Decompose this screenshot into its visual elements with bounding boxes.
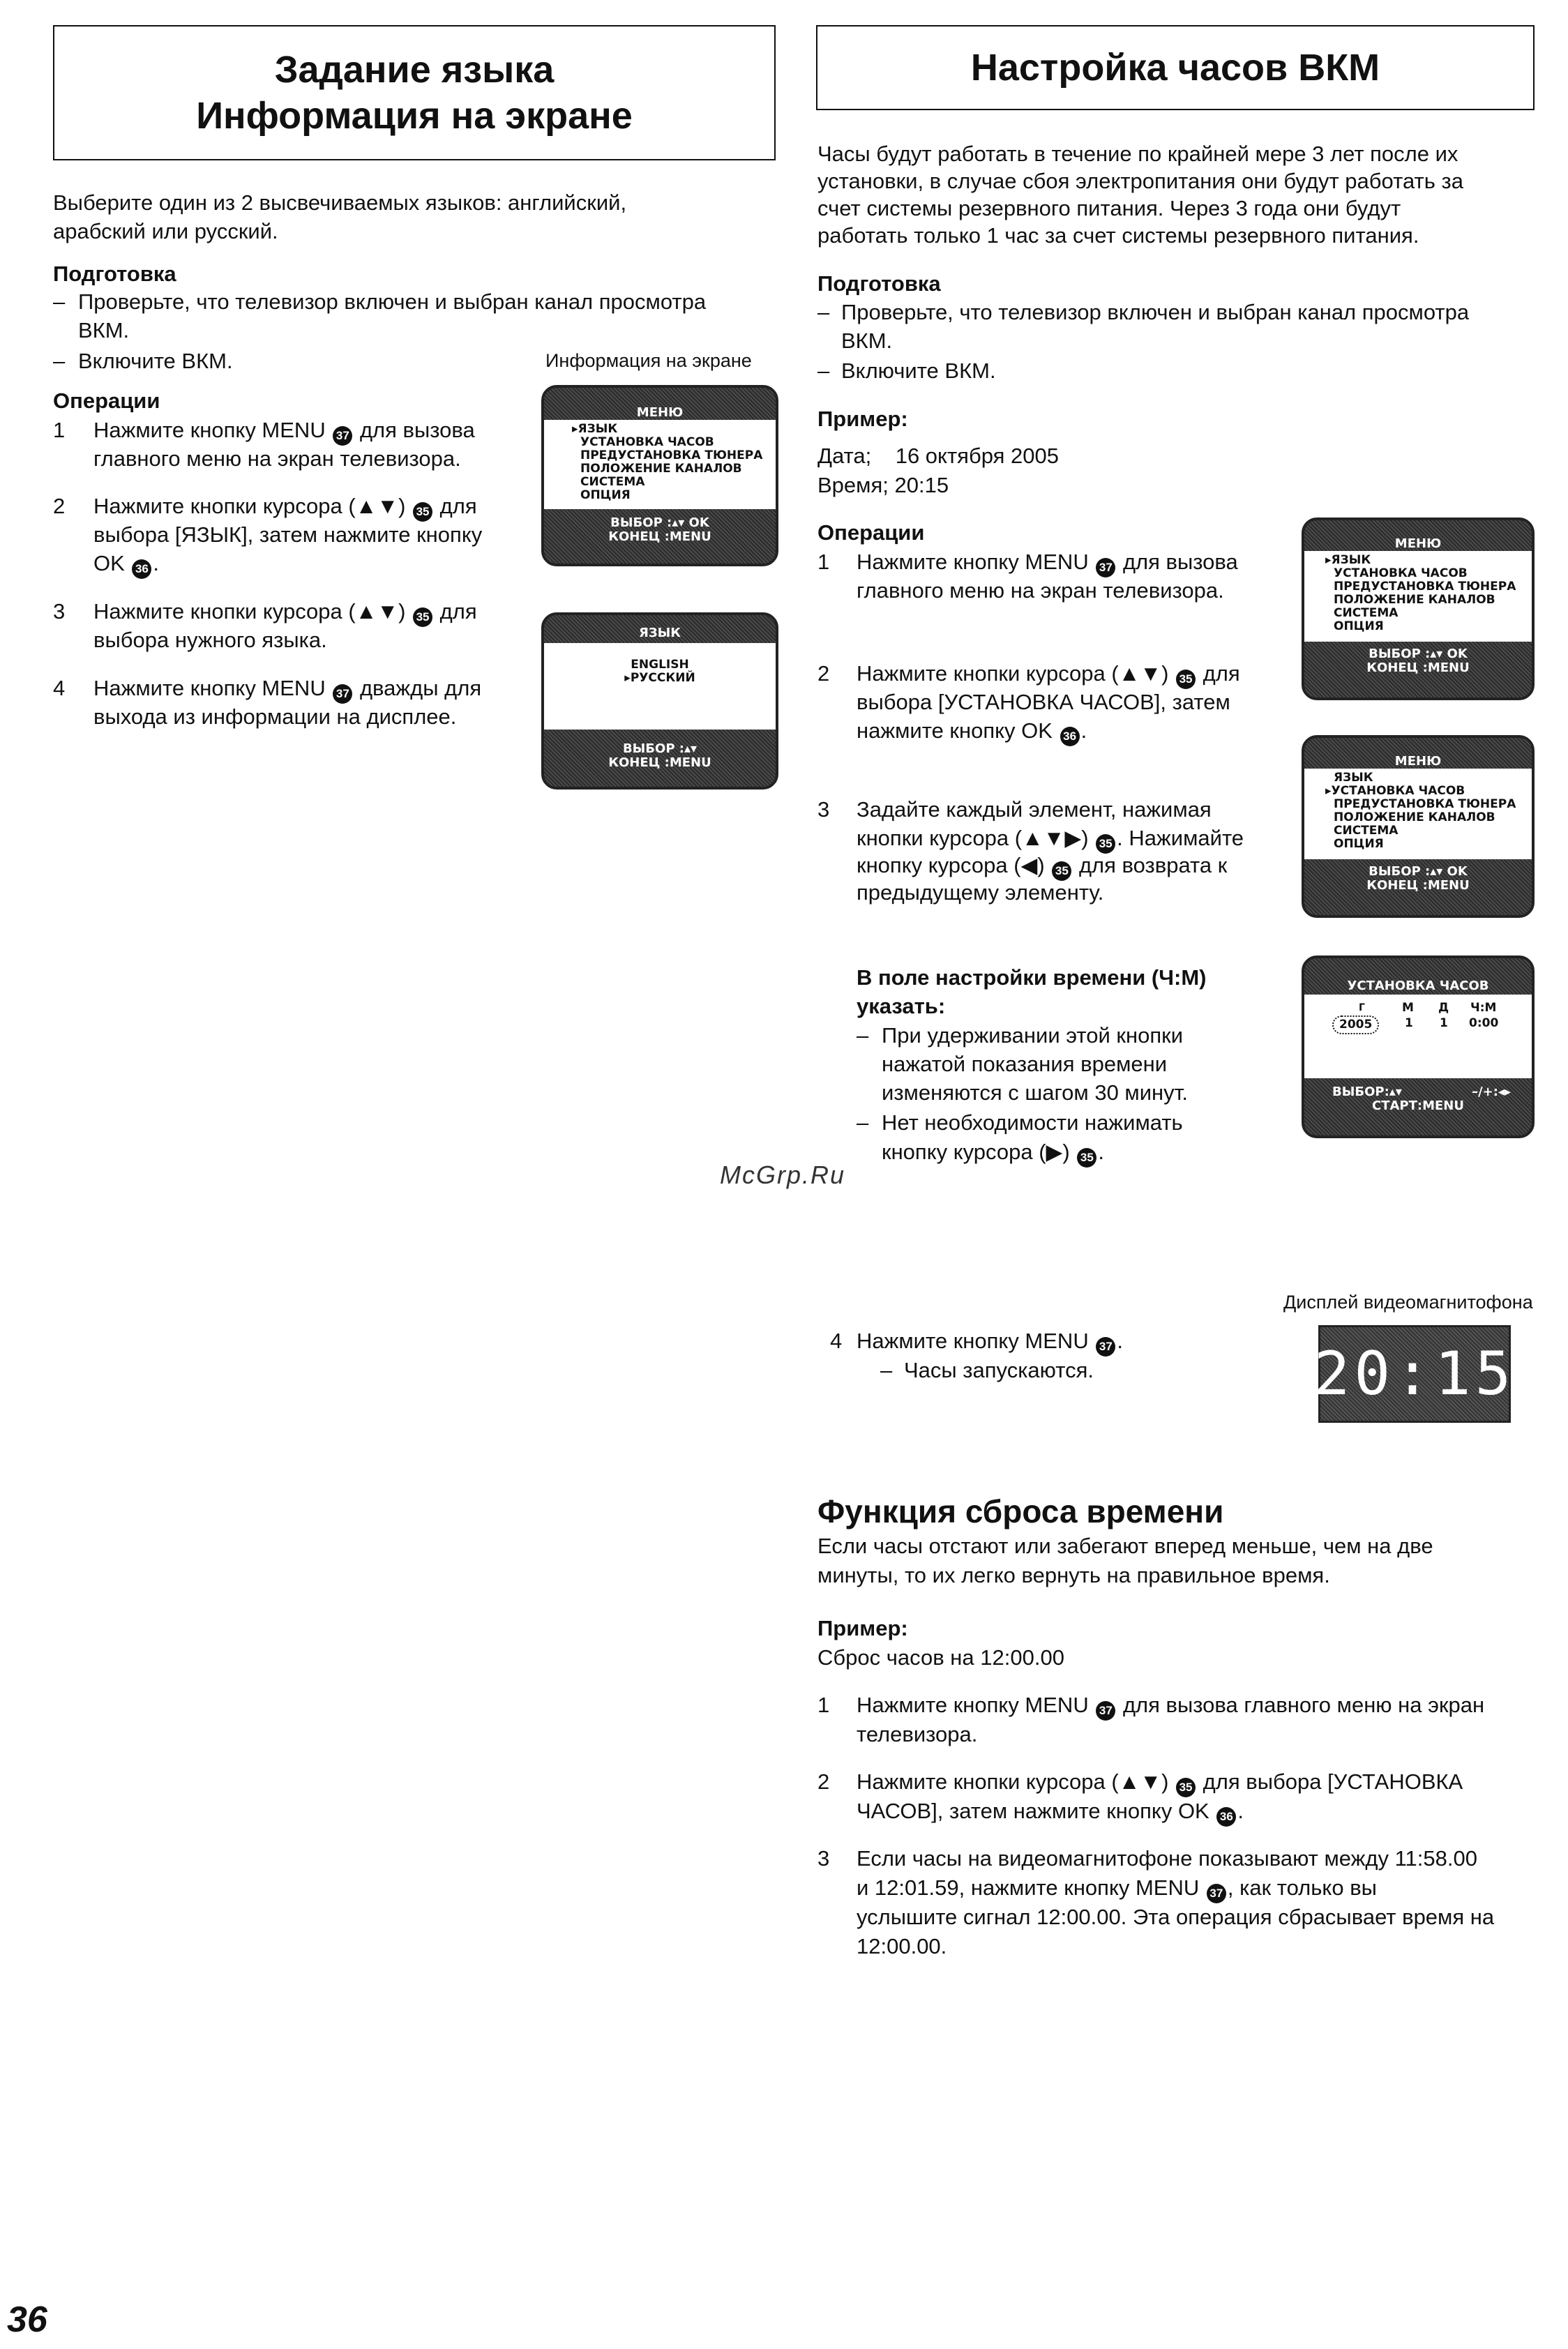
tv-screen-language [541, 612, 778, 790]
tv-clock-val-hm: 0:00 [1469, 1016, 1499, 1030]
tv-menu-item: ЯЗЫК [1334, 771, 1373, 785]
reset-r3-a: Если часы на видеомагнитофоне показывают между 11:58.00 [857, 1846, 1477, 1871]
right-prep-1a: Проверьте, что телевизор включен и выбран канал просмотра [841, 300, 1470, 324]
left-step2-a: Нажмите кнопки курсора (▲▼) 35 для [93, 492, 477, 522]
right-s1-a: Нажмите кнопку MENU 37 для вызова [857, 547, 1238, 577]
tv-menu-item: ПОЛОЖЕНИЕ КАНАЛОВ [1334, 593, 1495, 607]
tv-menu-item: ПРЕДУСТАНОВКА ТЮНЕРА [1334, 797, 1516, 811]
left-prep-2: Включите ВКМ. [78, 349, 233, 373]
tv-menu-item: СИСТЕМА [1334, 606, 1399, 620]
left-title-line2: Информация на экране [196, 95, 633, 137]
tv-screen-menu-language [541, 385, 778, 566]
right-prep-1b: ВКМ. [841, 328, 893, 353]
tv-menu-item: ОПЦИЯ [1334, 619, 1384, 633]
reset-r3-c: услышите сигнал 12:00.00. Эта операция сбрасывает время на [857, 1905, 1495, 1929]
menu-button-icon: 37 [333, 684, 352, 704]
vcr-display-value: 20:15 [1313, 1339, 1516, 1409]
cursor-button-icon: 35 [1077, 1148, 1096, 1168]
reset-r3-d: 12:00.00. [857, 1934, 947, 1958]
right-s2-a: Нажмите кнопки курсора (▲▼) 35 для [857, 659, 1240, 689]
tv-menu-item: ПРЕДУСТАНОВКА ТЮНЕРА [1334, 580, 1516, 594]
right-prep-dash-2: – [817, 358, 830, 383]
left-step4-b: выхода из информации на дисплее. [93, 704, 457, 729]
right-intro-2: установки, в случае сбоя электропитания они будут работать за [817, 169, 1463, 193]
right-intro-4: работать только 1 час за счет системы резервного питания. [817, 223, 1419, 248]
left-step3-b: выбора нужного языка. [93, 628, 327, 652]
reset-r2-b: ЧАСОВ], затем нажмите кнопку OK 36 . [857, 1797, 1244, 1827]
right-note-2a: Нет необходимости нажимать [882, 1110, 1183, 1135]
left-step1-a: Нажмите кнопку MENU 37 для вызова [93, 416, 475, 446]
right-note-1c: изменяются с шагом 30 минут. [882, 1080, 1189, 1105]
right-s4-b: Часы запускаются. [904, 1358, 1094, 1382]
tv-menu-item: ▸ЯЗЫК [1325, 553, 1371, 567]
tv-menu-item: СИСТЕМА [1334, 824, 1399, 838]
watermark: McGrp.Ru [720, 1161, 846, 1189]
tv-clock-panel [1304, 995, 1532, 1078]
right-note-heading-1: В поле настройки времени (Ч:М) [857, 965, 1207, 990]
right-prep-2: Включите ВКМ. [841, 358, 996, 383]
right-s3-c: кнопку курсора (◀) 35 для возврата к [857, 851, 1227, 881]
tv-lang-item: ▸РУССКИЙ [624, 671, 695, 685]
right-s3-b: кнопки курсора (▲▼▶) 35 . Нажимайте [857, 824, 1244, 854]
tv-menu-foot1: ВЫБОР :▴▾ OK [1369, 647, 1468, 661]
tv-menu-title: МЕНЮ [1394, 754, 1442, 769]
cursor-button-icon: 35 [1052, 861, 1071, 881]
right-s2-c: нажмите кнопку OK 36 . [857, 716, 1087, 746]
menu-button-icon: 37 [1096, 1701, 1115, 1721]
right-prep-heading: Подготовка [817, 271, 941, 296]
tv-lang-foot1: ВЫБОР :▴▾ [622, 741, 698, 756]
cursor-button-icon: 35 [1176, 1778, 1196, 1797]
reset-example-text: Сброс часов на 12:00.00 [817, 1645, 1064, 1670]
right-note-heading-2: указать: [857, 994, 946, 1018]
right-intro-1: Часы будут работать в течение по крайней мере 3 лет после их [817, 142, 1458, 166]
cursor-button-icon: 35 [413, 502, 432, 522]
reset-r1-num: 1 [817, 1693, 830, 1717]
right-note-2b: кнопку курсора (▶) 35 . [882, 1138, 1104, 1168]
reset-r2-num: 2 [817, 1769, 830, 1794]
right-intro-3: счет системы резервного питания. Через 3 года они будут [817, 196, 1401, 220]
right-date-line: Дата; 16 октября 2005 [817, 444, 1059, 468]
left-step4-a: Нажмите кнопку MENU 37 дважды для [93, 674, 481, 704]
vcr-display [1313, 1325, 1516, 1423]
right-s2-b: выбора [УСТАНОВКА ЧАСОВ], затем [857, 690, 1230, 714]
tv-clock-col-year: Г [1359, 1002, 1365, 1013]
left-prep-heading: Подготовка [53, 262, 176, 286]
tv-menu-title: МЕНЮ [1394, 536, 1442, 551]
menu-button-icon: 37 [333, 426, 352, 446]
left-step2-c: OK 36 . [93, 549, 159, 579]
right-note-1a: При удерживании этой кнопки [882, 1023, 1184, 1048]
reset-text-1: Если часы отстают или забегают вперед меньше, чем на две [817, 1534, 1433, 1558]
left-screen-caption: Информация на экране [545, 350, 752, 371]
tv-menu-title: МЕНЮ [636, 405, 684, 420]
right-s3-d: предыдущему элементу. [857, 880, 1104, 905]
tv-menu-item: ОПЦИЯ [1334, 837, 1384, 851]
tv-menu-list [1304, 769, 1532, 859]
left-title-box [53, 25, 776, 160]
cursor-button-icon: 35 [1096, 834, 1115, 854]
reset-text-2: минуты, то их легко вернуть на правильное время. [817, 1563, 1330, 1587]
tv-lang-foot2: КОНЕЦ :MENU [608, 755, 711, 770]
right-title-box [816, 25, 1535, 110]
ok-button-icon: 36 [1060, 727, 1080, 746]
reset-r1-b: телевизора. [857, 1722, 978, 1746]
left-title-line1: Задание языка [274, 49, 555, 91]
reset-r3-num: 3 [817, 1846, 830, 1871]
tv-clock-title: УСТАНОВКА ЧАСОВ [1347, 979, 1489, 993]
tv-clock-foot-right: –/+:◂▸ [1472, 1085, 1511, 1099]
right-time-line: Время; 20:15 [817, 473, 949, 497]
left-prep-dash-2: – [53, 349, 66, 373]
right-note-1b: нажатой показания времени [882, 1052, 1168, 1076]
right-note-dash-1: – [857, 1023, 869, 1048]
right-prep-dash-1: – [817, 300, 830, 324]
right-s4-num: 4 [830, 1329, 843, 1353]
menu-button-icon: 37 [1207, 1884, 1226, 1903]
right-ops-heading: Операции [817, 520, 925, 545]
right-s1-b: главного меню на экран телевизора. [857, 578, 1224, 603]
left-intro-1: Выберите один из 2 высвечиваемых языков: английский, [53, 190, 627, 215]
tv-lang-title: ЯЗЫК [638, 626, 681, 640]
tv-menu-list [1304, 551, 1532, 642]
reset-r2-a: Нажмите кнопки курсора (▲▼) 35 для выбора [УСТАНОВКА [857, 1767, 1463, 1797]
left-step4-num: 4 [53, 676, 66, 700]
left-step3-a: Нажмите кнопки курсора (▲▼) 35 для [93, 597, 477, 627]
page-number: 36 [7, 2299, 47, 2340]
tv-menu-foot1: ВЫБОР :▴▾ OK [1369, 864, 1468, 879]
tv-menu-item: ПОЛОЖЕНИЕ КАНАЛОВ [1334, 810, 1495, 824]
tv-lang-item: ENGLISH [631, 658, 689, 672]
left-prep-1a: Проверьте, что телевизор включен и выбран канал просмотра [78, 289, 707, 314]
right-s4-dash: – [880, 1358, 893, 1382]
tv-menu-item: ▸УСТАНОВКА ЧАСОВ [1325, 784, 1465, 798]
tv-clock-col-month: М [1402, 1001, 1414, 1015]
tv-menu-item: ПРЕДУСТАНОВКА ТЮНЕРА [580, 448, 763, 462]
tv-clock-col-day: Д [1438, 1001, 1449, 1015]
cursor-button-icon: 35 [1176, 670, 1196, 689]
tv-menu-foot2: КОНЕЦ :MENU [1366, 878, 1470, 893]
tv-menu-item: УСТАНОВКА ЧАСОВ [580, 435, 714, 449]
tv-menu-foot2: КОНЕЦ :MENU [1366, 660, 1470, 675]
left-step3-num: 3 [53, 599, 66, 624]
tv-menu-item: УСТАНОВКА ЧАСОВ [1334, 566, 1468, 580]
menu-button-icon: 37 [1096, 558, 1115, 577]
left-prep-1b: ВКМ. [78, 318, 130, 342]
tv-screen-menu-1 [1302, 518, 1535, 700]
left-step2-b: выбора [ЯЗЫК], затем нажмите кнопку [93, 522, 483, 547]
left-step2-num: 2 [53, 494, 66, 518]
tv-screen-menu-clock [1302, 735, 1535, 918]
tv-menu-item: ▸ЯЗЫК [572, 422, 618, 436]
tv-clock-foot2: СТАРТ:MENU [1372, 1098, 1464, 1113]
menu-button-icon: 37 [1096, 1337, 1115, 1357]
reset-heading: Функция сброса времени [817, 1493, 1224, 1530]
tv-menu-item: СИСТЕМА [580, 475, 645, 489]
tv-clock-val-day: 1 [1440, 1016, 1448, 1030]
tv-clock-val-month: 1 [1405, 1016, 1413, 1030]
right-s1-num: 1 [817, 550, 830, 574]
tv-clock-val-year: 2005 [1332, 1015, 1379, 1034]
right-s3-num: 3 [817, 797, 830, 822]
ok-button-icon: 36 [132, 559, 151, 579]
tv-clock-foot-left: ВЫБОР:▴▾ [1332, 1085, 1402, 1099]
left-step1-num: 1 [53, 418, 66, 442]
tv-menu-foot1: ВЫБОР :▴▾ OK [610, 515, 709, 530]
right-s3-a: Задайте каждый элемент, нажимая [857, 797, 1212, 822]
tv-menu-item: ПОЛОЖЕНИЕ КАНАЛОВ [580, 462, 742, 476]
ok-button-icon: 36 [1216, 1807, 1236, 1827]
left-ops-heading: Операции [53, 388, 160, 413]
tv-menu-list [544, 420, 776, 509]
left-step1-b: главного меню на экран телевизора. [93, 446, 461, 471]
left-intro-2: арабский или русский. [53, 219, 278, 243]
reset-example-heading: Пример: [817, 1616, 908, 1640]
reset-r3-b: и 12:01.59, нажмите кнопку MENU 37 , как только вы [857, 1873, 1377, 1903]
right-example-heading: Пример: [817, 407, 908, 431]
right-note-dash-2: – [857, 1110, 869, 1135]
tv-menu-item: ОПЦИЯ [580, 488, 631, 502]
right-s4-a: Нажмите кнопку MENU 37 . [857, 1327, 1123, 1357]
right-title: Настройка часов ВКМ [970, 47, 1380, 89]
tv-screen-clock-setup [1302, 956, 1535, 1138]
tv-menu-foot2: КОНЕЦ :MENU [608, 529, 711, 544]
reset-r1-a: Нажмите кнопку MENU 37 для вызова главного меню на экран [857, 1691, 1484, 1721]
tv-lang-list [544, 643, 776, 730]
left-prep-dash-1: – [53, 289, 66, 314]
tv-clock-col-hm: Ч:М [1470, 1001, 1497, 1015]
right-s2-num: 2 [817, 661, 830, 686]
cursor-button-icon: 35 [413, 607, 432, 627]
right-display-caption: Дисплей видеомагнитофона [1283, 1292, 1533, 1313]
